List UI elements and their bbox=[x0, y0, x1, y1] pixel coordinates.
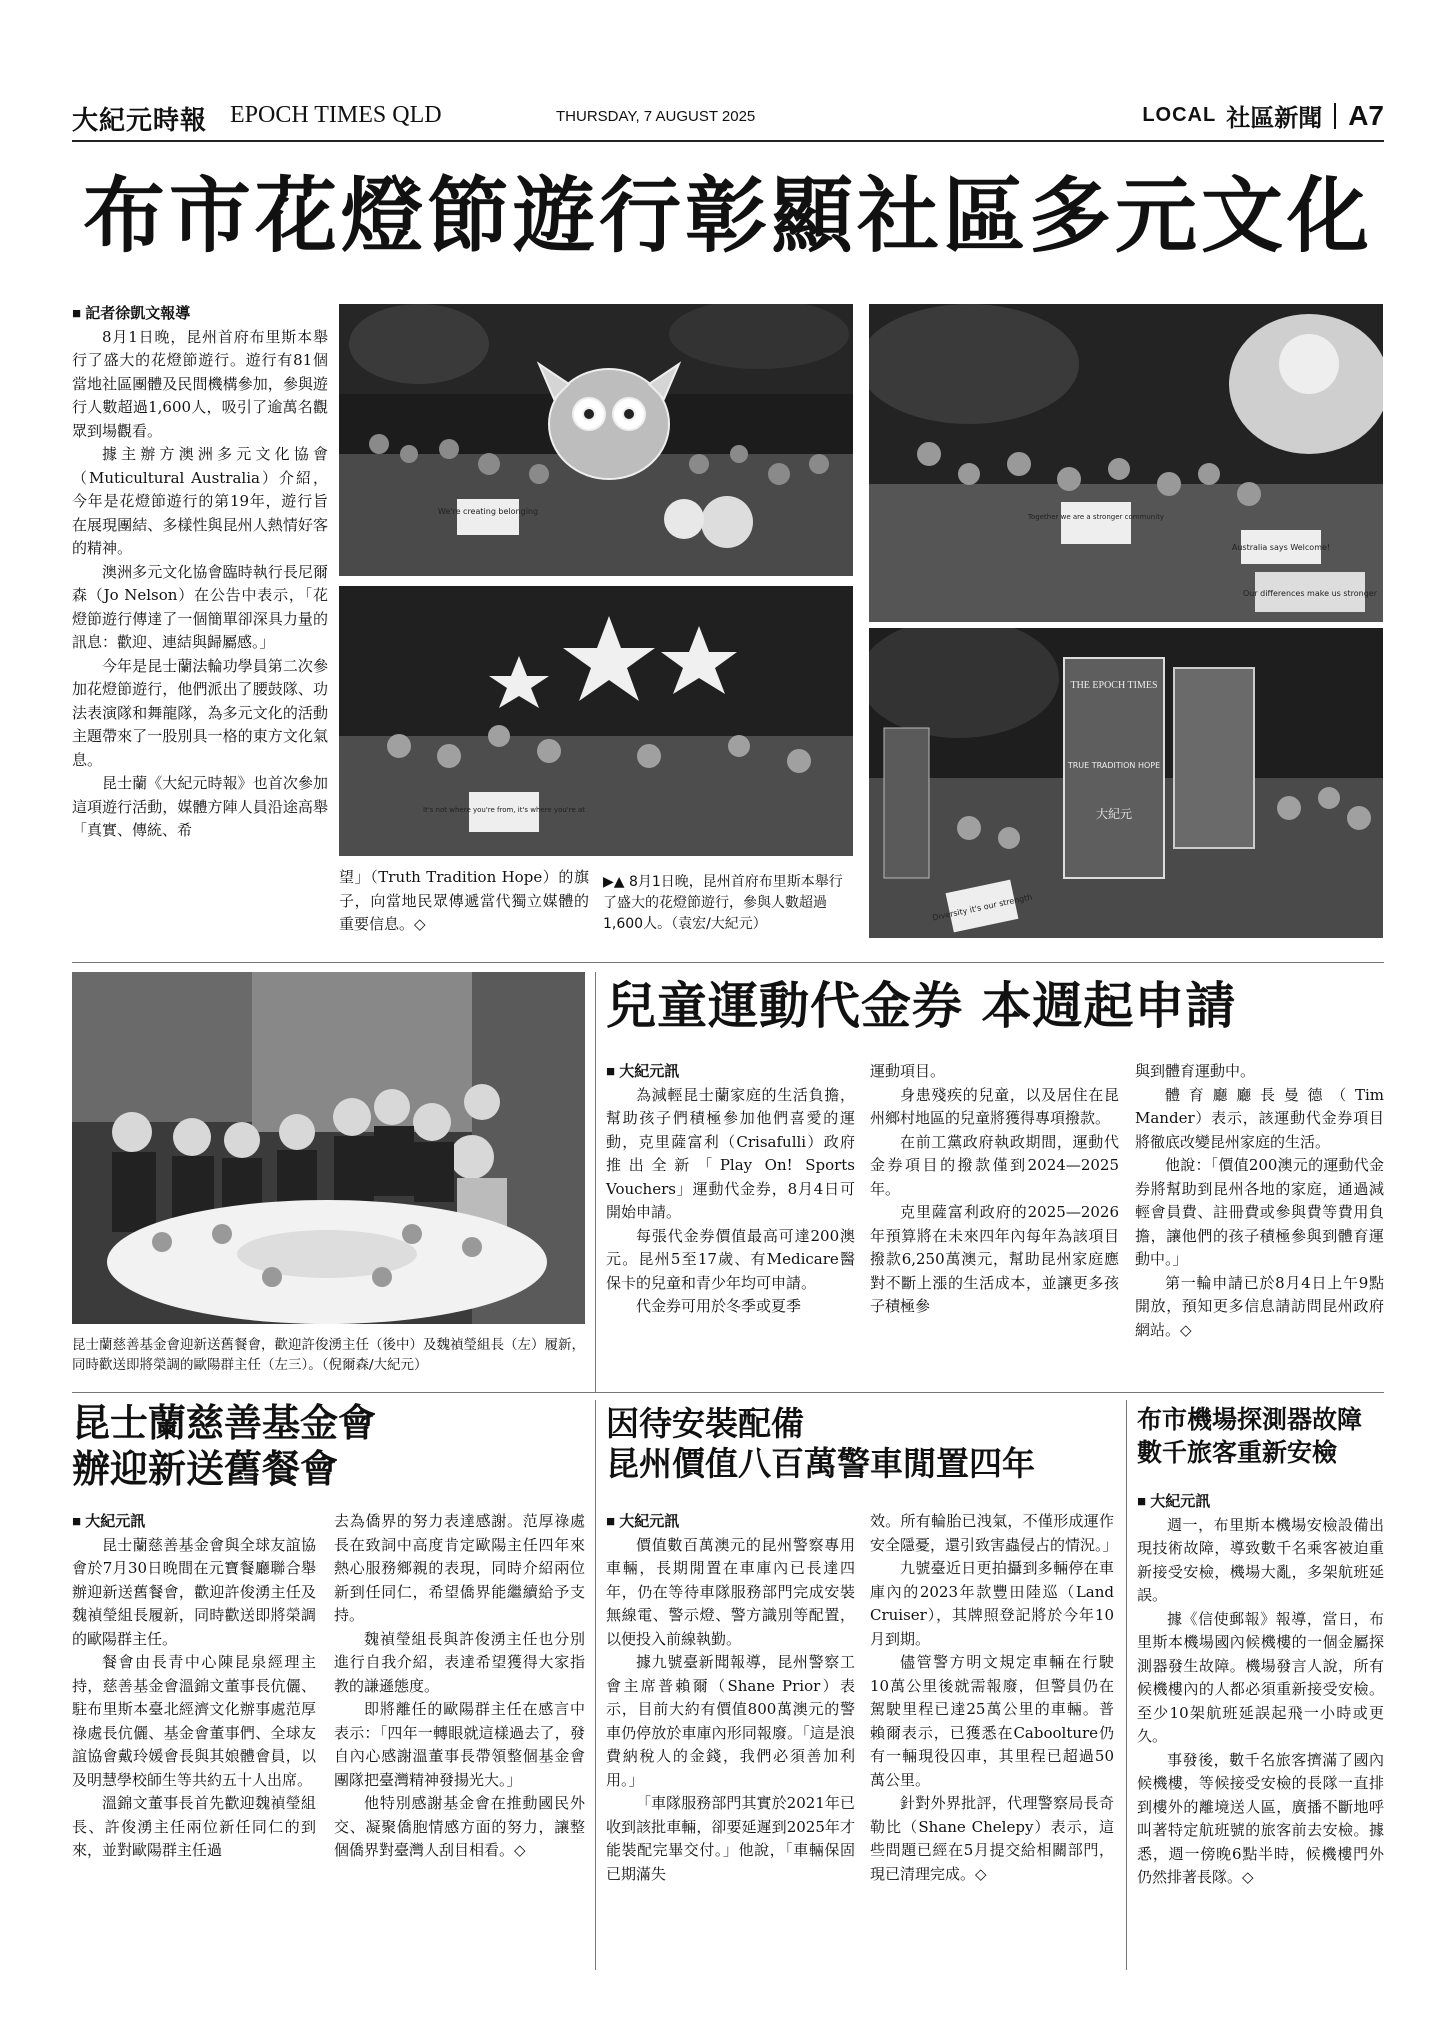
police-headline-line-1: 因待安裝配備 bbox=[606, 1404, 804, 1443]
police-headline bbox=[606, 1404, 1126, 1483]
charity-paragraph: 餐會由長青中心陳昆泉經理主持，慈善基金會溫錦文董事長伉儷、駐布里斯本臺北經濟文化辦事處范厚祿處長伉儷、基金會董事們、全球友誼協會戴玲媛會長與其娘體會員，以及明慧學校師生等共約五十人出席。 bbox=[72, 1653, 316, 1789]
sports-paragraph: 與到體育運動中。 bbox=[1135, 1062, 1256, 1080]
banner-text: THE EPOCH TIMES bbox=[1070, 680, 1158, 691]
sports-headline: 兒童運動代金券 本週起申請 bbox=[606, 976, 1237, 1035]
sports-paragraph: 第一輪申請已於8月4日上午9點開放，預知更多信息請訪問昆州政府網站。◇ bbox=[1135, 1273, 1384, 1339]
dinner-photo bbox=[72, 972, 585, 1324]
dinner-photo-caption: 昆士蘭慈善基金會迎新送舊餐會，歡迎許俊湧主任（後中）及魏禎瑩組長（左）履新，同時歡送即將榮調的歐陽群主任（左三）。（倪爾森/大紀元） bbox=[72, 1337, 585, 1373]
divider bbox=[1334, 103, 1336, 129]
police-column-2 bbox=[870, 1510, 1118, 1886]
police-byline: ■ 大紀元訊 bbox=[606, 1513, 680, 1530]
masthead bbox=[72, 96, 1384, 136]
sports-paragraph: 克里薩富利政府的2025—2026年預算將在未來四年內每年為該項目撥款6,250萬澳元，幫助昆州家庭應對不斷上漲的生活成本，並讓更多孩子積極參 bbox=[870, 1203, 1119, 1315]
parade-photo-3 bbox=[339, 586, 853, 856]
masthead-title: EPOCH TIMES QLD bbox=[230, 102, 442, 128]
charity-column-1 bbox=[72, 1510, 316, 1863]
main-paragraph: 據主辦方澳洲多元文化協會（Muticultural Australia）介紹，今年是花燈節遊行的第19年，遊行旨在展現團結、多樣性與昆州人熱情好客的精神。 bbox=[72, 445, 328, 557]
masthead-logo: 大紀元時報 bbox=[72, 106, 208, 136]
police-column-1 bbox=[606, 1510, 855, 1886]
main-headline: 布市花燈節遊行彰顯社區多元文化 bbox=[82, 168, 1373, 264]
charity-headline-line-1: 昆士蘭慈善基金會 bbox=[72, 1400, 377, 1445]
police-headline-line-2: 昆州價值八百萬警車閒置四年 bbox=[606, 1443, 1035, 1483]
parade-photo-4-image bbox=[869, 628, 1383, 938]
charity-byline: ■ 大紀元訊 bbox=[72, 1513, 146, 1530]
column-divider bbox=[595, 972, 596, 1392]
airport-column bbox=[1137, 1490, 1384, 1890]
sign-text: Australia says Welcome! bbox=[1231, 543, 1331, 552]
masthead-rule bbox=[72, 140, 1384, 142]
main-paragraph: 今年是昆士蘭法輪功學員第二次參加花燈節遊行，他們派出了腰鼓隊、功法表演隊和舞龍隊，為多元文化的活動主題帶來了一股別具一格的東方文化氣息。 bbox=[72, 656, 328, 769]
main-byline: ■ 記者徐凱文報導 bbox=[72, 305, 191, 322]
dinner-photo-image bbox=[72, 972, 585, 1324]
charity-paragraph: 去為僑界的努力表達感謝。范厚祿處長在致詞中高度肯定歐陽主任四年來熱心服務鄉親的表現，同時介紹兩位新到任同仁，希望僑界能繼續給予支持。 bbox=[334, 1512, 585, 1624]
main-paragraph: 昆士蘭《大紀元時報》也首次參加這項遊行活動，媒體方陣人員沿途高舉「真實、傳統、希 bbox=[72, 774, 328, 839]
parade-photo-1-image bbox=[339, 304, 853, 576]
sports-byline: ■ 大紀元訊 bbox=[606, 1063, 680, 1080]
airport-paragraph: 據《信使郵報》報導，當日，布里斯本機場國內候機樓的一個金屬探測器發生故障。機場發言人說，所有候機樓內的人都必須重新接受安檢。至少10架航班延誤起飛一小時或更久。 bbox=[1137, 1609, 1384, 1745]
main-story-column bbox=[72, 302, 328, 843]
page-number: A7 bbox=[1348, 99, 1384, 131]
airport-headline-line-2: 數千旅客重新安檢 bbox=[1137, 1437, 1338, 1467]
sports-paragraph: 他說：「價值200澳元的運動代金券將幫助到昆州各地的家庭，通過減輕會員費、註冊費或參與費等費用負擔，讓他們的孩子積極參與到體育運動中。」 bbox=[1135, 1156, 1384, 1268]
police-paragraph: 價值數百萬澳元的昆州警察專用車輛，長期閒置在車庫內已長達四年，仍在等待車隊服務部門完成安裝無線電、警示燈、警方識別等配置，以便投入前線執勤。 bbox=[606, 1535, 855, 1648]
sports-paragraph: 每張代金券價值最高可達200澳元。昆州5至17歲、有Medicare醫保卡的兒童和青少年均可申請。 bbox=[606, 1226, 855, 1292]
main-story-continued bbox=[339, 866, 589, 937]
police-paragraph: 「車隊服務部門其實於2021年已收到該批車輛，卻要延遲到2025年才能裝配完畢交付。」他說，「車輛保固已期滿失 bbox=[606, 1794, 855, 1883]
parade-photo-2-image bbox=[869, 304, 1383, 622]
parade-photo-1 bbox=[339, 304, 853, 576]
charity-column-2 bbox=[334, 1510, 585, 1863]
charity-paragraph: 即將離任的歐陽群主任在感言中表示：「四年一轉眼就這樣過去了，發自內心感謝溫董事長帶領整個基金會團隊把臺灣精神發揚光大。」 bbox=[334, 1700, 585, 1789]
police-paragraph: 儘管警方明文規定車輛在行駛10萬公里後就需報廢，但警員仍在駕駛里程已達25萬公里的車輛。普賴爾表示，已獲悉在Caboolture仍有一輛現役囚車，其里程已超過50萬公里。 bbox=[870, 1653, 1114, 1789]
main-paragraph-continued: 望」（Truth Tradition Hope）的旗子，向當地民眾傳遞當代獨立媒體的重要信息。◇ bbox=[339, 868, 589, 933]
charity-headline bbox=[72, 1400, 585, 1491]
local-label: LOCAL bbox=[1142, 104, 1217, 126]
main-photo-caption: ▶▲ 8月1日晚，昆州首府布里斯本舉行了盛大的花燈節遊行，參與人數超過1,600人。（袁宏/大紀元） bbox=[603, 874, 843, 932]
sign-text: Together we are a stronger community bbox=[1027, 513, 1165, 521]
sign-text: It's not where you're from, it's where you're at bbox=[422, 806, 586, 814]
banner-text: TRUE TRADITION HOPE bbox=[1067, 761, 1161, 770]
sports-paragraph: 在前工黨政府執政期間，運動代金券項目的撥款僅到2024—2025年。 bbox=[870, 1132, 1119, 1198]
parade-photo-3-image bbox=[339, 586, 853, 856]
sports-column-3 bbox=[1135, 1060, 1384, 1342]
airport-headline-line-1: 布市機場探測器故障 bbox=[1137, 1405, 1363, 1434]
airport-paragraph: 週一，布里斯本機場安檢設備出現技術故障，導致數千名乘客被迫重新接受安檢，機場大亂，多架航班延誤。 bbox=[1137, 1515, 1384, 1604]
column-divider bbox=[595, 1400, 596, 1970]
police-paragraph: 針對外界批評，代理警察局長奇勒比（Shane Chelepy）表示，這些問題已經在5月提交給相關部門，現已清理完成。◇ bbox=[870, 1794, 1114, 1883]
sign-text: Diversity it's our strength bbox=[931, 892, 1034, 923]
main-paragraph: 澳洲多元文化協會臨時執行長尼爾森（Jo Nelson）在公告中表示，「花燈節遊行傳達了一個簡單卻深具力量的訊息：歡迎、連結與歸屬感。」 bbox=[72, 562, 328, 651]
sports-paragraph: 代金券可用於冬季或夏季 bbox=[636, 1297, 802, 1315]
section-divider bbox=[72, 962, 1384, 963]
police-paragraph: 九號臺近日更拍攝到多輛停在車庫內的2023年款豐田陸巡（Land Cruiser），其牌照登記將於今年10月到期。 bbox=[870, 1559, 1114, 1648]
charity-paragraph: 他特別感謝基金會在推動國民外交、凝聚僑胞情感方面的努力，讓整個僑界對臺灣人刮目相看。◇ bbox=[334, 1794, 585, 1859]
airport-headline bbox=[1137, 1404, 1384, 1469]
sports-paragraph: 身患殘疾的兒童，以及居住在昆州鄉村地區的兒童將獲得專項撥款。 bbox=[870, 1085, 1119, 1127]
parade-photo-4 bbox=[869, 628, 1383, 938]
charity-headline-line-2: 辦迎新送舊餐會 bbox=[72, 1445, 339, 1491]
banner-text: 大紀元 bbox=[1095, 807, 1133, 821]
masthead-date: THURSDAY, 7 AUGUST 2025 bbox=[556, 108, 756, 125]
sports-paragraph: 為減輕昆士蘭家庭的生活負擔，幫助孩子們積極參加他們喜愛的運動，克里薩富利（Crisafulli）政府推出全新「Play On! Sports Vouchers」運動代金券，8月4日可開始申請。 bbox=[606, 1085, 855, 1221]
column-divider bbox=[1126, 1400, 1127, 1970]
sports-paragraph: 運動項目。 bbox=[870, 1062, 946, 1080]
police-paragraph: 效。所有輪胎已洩氣，不僅形成運作安全隱憂，還引致害蟲侵占的情況。」 bbox=[870, 1512, 1118, 1554]
sign-text: We're creating belonging bbox=[437, 507, 539, 516]
charity-paragraph: 昆士蘭慈善基金會與全球友誼協會於7月30日晚間在元寶餐廳聯合舉辦迎新送舊餐會，歡迎許俊湧主任及魏禎瑩組長履新，同時歡送即將榮調的歐陽群主任。 bbox=[72, 1535, 316, 1648]
sign-text: Our differences make us stronger bbox=[1242, 589, 1378, 598]
charity-paragraph: 魏禎瑩組長與許俊湧主任也分別進行自我介紹，表達希望獲得大家指教的謙遜態度。 bbox=[334, 1629, 585, 1695]
sports-column-2 bbox=[870, 1060, 1119, 1319]
parade-photo-2 bbox=[869, 304, 1383, 622]
section-label bbox=[1142, 98, 1384, 133]
police-paragraph: 據九號臺新聞報導，昆州警察工會主席普賴爾（Shane Prior）表示，目前大約有價值800萬澳元的警車仍停放於車庫內形同報廢。「這是浪費納稅人的金錢，我們必須善加利用。」 bbox=[606, 1653, 855, 1789]
sports-paragraph: 體育廳廳長曼德（Tim Mander）表示，該運動代金券項目將徹底改變昆州家庭的生活。 bbox=[1135, 1085, 1384, 1151]
charity-paragraph: 溫錦文董事長首先歡迎魏禎瑩組長、許俊湧主任兩位新任同仁的到來，並對歐陽群主任過 bbox=[72, 1794, 316, 1859]
airport-byline: ■ 大紀元訊 bbox=[1137, 1493, 1211, 1510]
main-paragraph: 8月1日晚，昆州首府布里斯本舉行了盛大的花燈節遊行。遊行有81個當地社區團體及民間機構參加，參與遊行人數超過1,600人，吸引了逾萬名觀眾到場觀看。 bbox=[72, 327, 328, 440]
section-name: 社區新聞 bbox=[1226, 105, 1323, 132]
airport-paragraph: 事發後，數千名旅客擠滿了國內候機樓，等候接受安檢的長隊一直排到樓外的離境送人區，廣播不斷地呼叫著特定航班號的旅客前去安檢。據悉，週一傍晚6點半時，候機樓門外仍然排著長隊。◇ bbox=[1137, 1750, 1384, 1886]
section-divider bbox=[72, 1392, 1384, 1393]
sports-column-1 bbox=[606, 1060, 855, 1319]
